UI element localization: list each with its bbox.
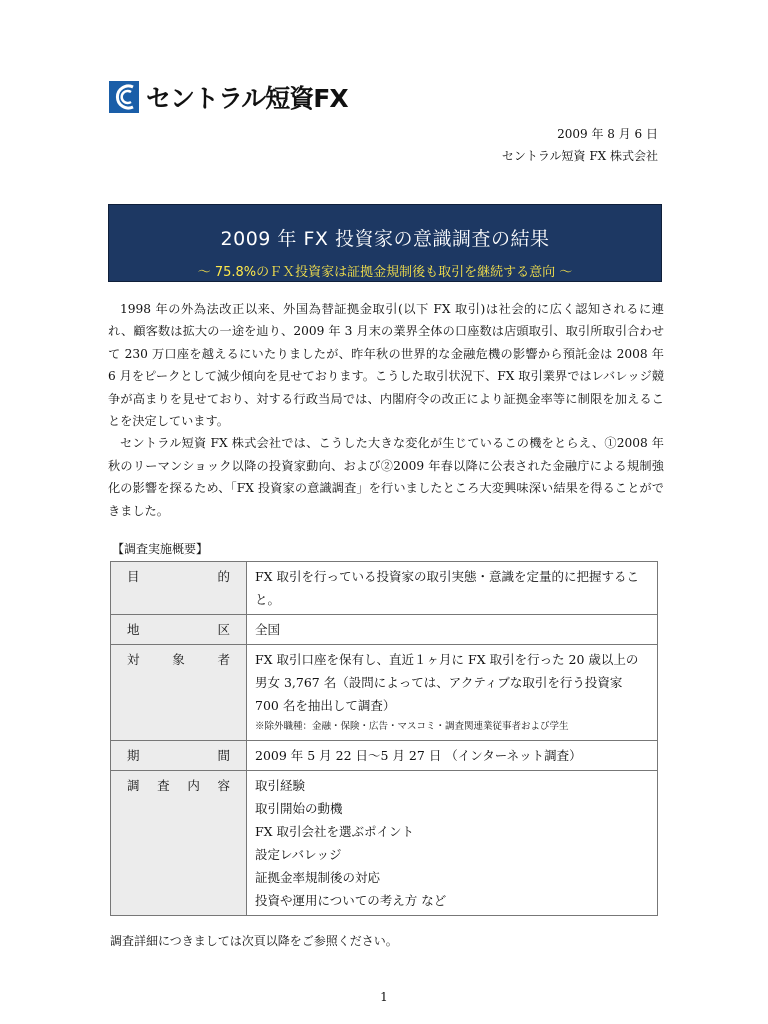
list-item: 証拠金率規制後の対応 bbox=[255, 870, 381, 885]
table-row bbox=[111, 645, 658, 741]
page-number: 1 bbox=[380, 990, 388, 1004]
survey-heading: 【調査実施概要】 bbox=[112, 542, 209, 556]
row-label: 地区 bbox=[111, 615, 247, 645]
row-value-cell bbox=[247, 645, 658, 741]
table-row bbox=[111, 771, 658, 916]
list-item: FX 取引会社を選ぶポイント bbox=[255, 824, 415, 839]
company-logo bbox=[109, 80, 348, 114]
table-row bbox=[111, 615, 658, 645]
row-label: 調査内容 bbox=[111, 771, 247, 916]
row-label: 対象者 bbox=[111, 645, 247, 741]
intro-paragraph-2: セントラル短資 FX 株式会社では、こうした大きな変化が生じているこの機をとらえ、①2008 年秋のリーマンショック以降の投資家動向、および②2009 年春以降に公表された金融庁による規制強化の影響を探るため、「FX 投資家の意識調査」を行いましたところ大変興味深い結果を得ることができました。 bbox=[108, 436, 664, 518]
intro-text bbox=[108, 298, 664, 522]
central-tanshi-logo-icon bbox=[109, 81, 139, 113]
page-title: 2009 年 FX 投資家の意識調査の結果 bbox=[220, 228, 550, 250]
list-item: 取引経験 bbox=[255, 778, 306, 793]
row-label: 目的 bbox=[111, 562, 247, 615]
page-subtitle: ～ 75.8%のＦＸ投資家は証拠金規制後も取引を継続する意向 ～ bbox=[197, 265, 573, 280]
table-row bbox=[111, 741, 658, 771]
logo-text: セントラル短資FX bbox=[146, 84, 348, 113]
list-item: 取引開始の動機 bbox=[255, 801, 343, 816]
survey-items-cell bbox=[247, 771, 658, 916]
row-value: 全国 bbox=[247, 615, 658, 645]
table-row bbox=[111, 562, 658, 615]
survey-summary-table bbox=[110, 561, 658, 916]
list-item: 設定レバレッジ bbox=[255, 847, 342, 862]
exclusion-note: ※除外職種：金融・保険・広告・マスコミ・調査関連業従事者および学生 bbox=[255, 721, 569, 732]
document-date: 2009 年 8 月 6 日 bbox=[557, 127, 658, 141]
intro-paragraph-1: 1998 年の外為法改正以来、外国為替証拠金取引(以下 FX 取引)は社会的に広く認知されるに連れ、顧客数は拡大の一途を辿り、2009 年 3 月末の業界全体の口座数は店頭取引、取引所取引合わせて 230 万口座を越えるにいたりましたが、昨年秋の世界的な金融危機の影響から預託金は 2008 年 6 月をピークとして減少傾向を見せております。こうした取引状況下、FX 取引業界ではレバレッジ競争が高まりを見せており、対する行政当局では、内閣府令の改正により証拠金率等に制限を加えることを決定しています。 bbox=[108, 302, 664, 429]
row-label: 期間 bbox=[111, 741, 247, 771]
footer-note: 調査詳細につきましては次頁以降をご参照ください。 bbox=[110, 934, 398, 948]
title-banner bbox=[108, 204, 662, 282]
row-value: FX 取引を行っている投資家の取引実態・意識を定量的に把握すること。 bbox=[247, 562, 658, 615]
row-value: FX 取引口座を保有し、直近１ヶ月に FX 取引を行った 20 歳以上の男女 3,767 名（設問によっては、アクティブな取引を行う投資家 700 名を抽出して調査） bbox=[255, 652, 639, 713]
company-name: セントラル短資 FX 株式会社 bbox=[501, 149, 658, 163]
list-item: 投資や運用についての考え方 など bbox=[255, 893, 447, 908]
row-value: 2009 年 5 月 22 日～5 月 27 日 （インターネット調査） bbox=[247, 741, 658, 771]
